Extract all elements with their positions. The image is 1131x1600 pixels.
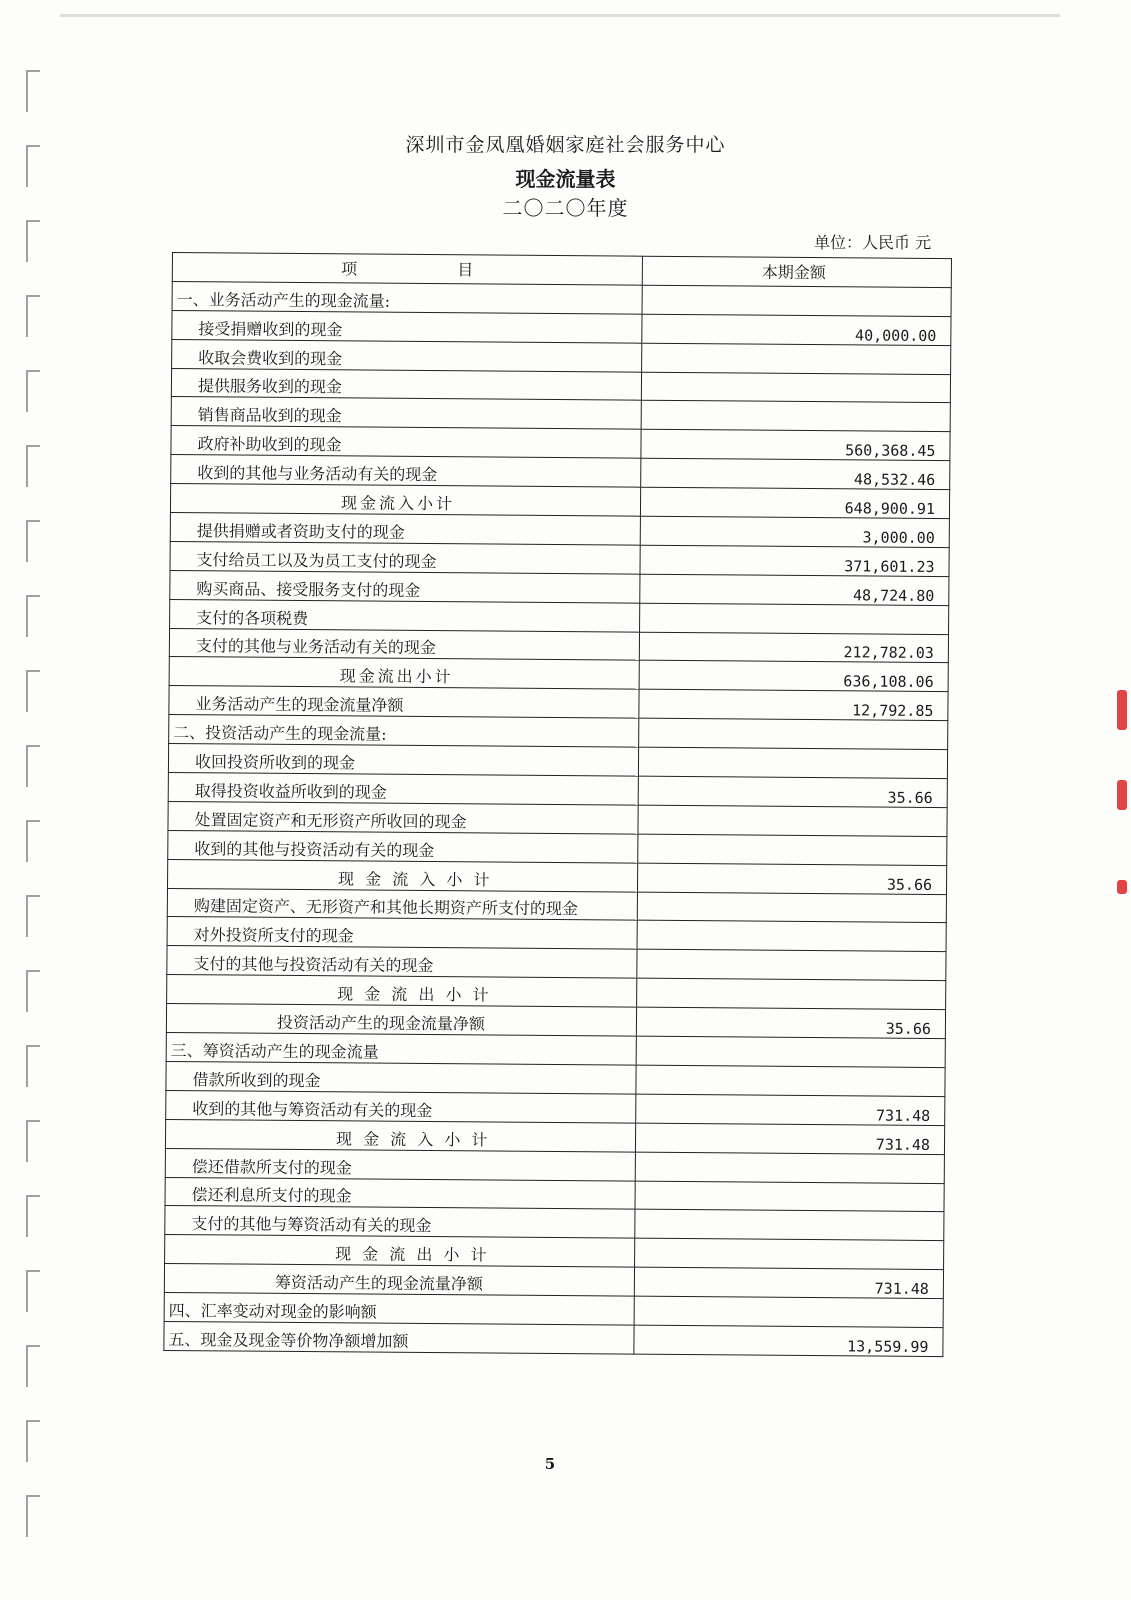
table-row: [164, 1321, 943, 1356]
row-label: 政府补助收到的现金: [171, 426, 641, 459]
row-amount: 731.48: [635, 1123, 944, 1154]
row-amount: 35.66: [636, 1007, 945, 1038]
row-amount: 48,724.80: [640, 574, 949, 605]
report-year: 二〇二〇年度: [502, 196, 629, 220]
row-label: 二、投资活动产生的现金流量:: [169, 715, 639, 748]
row-amount: [637, 950, 946, 981]
row-label: 筹资活动产生的现金流量净额: [164, 1264, 634, 1297]
row-amount: [637, 834, 946, 865]
row-amount: 731.48: [635, 1094, 944, 1125]
row-amount: 3,000.00: [640, 516, 949, 547]
row-amount: 35.66: [638, 776, 947, 807]
column-header-item: 项 目: [172, 253, 642, 286]
row-amount: 12,792.85: [639, 690, 948, 721]
row-amount: [635, 1152, 944, 1183]
row-label: 收取会费收到的现金: [172, 339, 642, 372]
row-label: 支付给员工以及为员工支付的现金: [170, 541, 640, 574]
row-amount: [637, 921, 946, 952]
row-amount: [636, 978, 945, 1009]
row-amount: [635, 1210, 944, 1241]
row-label: 购建固定资产、无形资产和其他长期资产所支付的现金: [167, 888, 637, 921]
row-amount: 560,368.45: [641, 430, 950, 461]
row-label: 现金流入小计: [170, 484, 640, 517]
row-label: 现金流出小计: [169, 657, 639, 690]
currency-unit: 单位：人民币 元: [814, 233, 932, 252]
seal-stamp-fragment: [1117, 690, 1127, 730]
row-amount: 731.48: [634, 1267, 943, 1298]
row-label: 收到的其他与筹资活动有关的现金: [166, 1090, 636, 1123]
row-label: 现 金 流 出 小 计: [167, 975, 637, 1008]
row-label: 支付的各项税费: [170, 599, 640, 632]
row-amount: 648,900.91: [640, 487, 949, 518]
row-amount: [636, 1036, 945, 1067]
row-amount: [634, 1296, 943, 1327]
row-label: 接受捐赠收到的现金: [172, 310, 642, 343]
row-label: 三、筹资活动产生的现金流量: [166, 1033, 636, 1066]
row-label: 购买商品、接受服务支付的现金: [170, 570, 640, 603]
row-label: 支付的其他与业务活动有关的现金: [169, 628, 639, 661]
row-amount: [639, 603, 948, 634]
row-label: 现 金 流 入 小 计: [165, 1119, 635, 1152]
row-label: 销售商品收到的现金: [171, 397, 641, 430]
row-label: 收回投资所收到的现金: [168, 744, 638, 777]
row-amount: 13,559.99: [634, 1325, 943, 1356]
row-label: 收到的其他与业务活动有关的现金: [171, 455, 641, 488]
row-label: 提供服务收到的现金: [171, 368, 641, 401]
row-label: 偿还利息所支付的现金: [165, 1177, 635, 1210]
row-label: 投资活动产生的现金流量净额: [166, 1004, 636, 1037]
row-label: 一、业务活动产生的现金流量:: [172, 281, 642, 314]
row-amount: [641, 343, 950, 374]
scan-edge-line: [60, 14, 1060, 17]
row-amount: 48,532.46: [640, 458, 949, 489]
row-label: 提供捐赠或者资助支付的现金: [170, 513, 640, 546]
row-label: 支付的其他与投资活动有关的现金: [167, 946, 637, 979]
seal-stamp-fragment: [1117, 780, 1127, 810]
org-name: 深圳市金凤凰婚姻家庭社会服务中心: [405, 134, 726, 156]
row-label: 现 金 流 出 小 计: [165, 1235, 635, 1268]
row-label: 取得投资收益所收到的现金: [168, 773, 638, 806]
row-label: 对外投资所支付的现金: [167, 917, 637, 950]
row-amount: [638, 718, 947, 749]
row-amount: 35.66: [637, 863, 946, 894]
row-label: 偿还借款所支付的现金: [165, 1148, 635, 1181]
row-amount: 40,000.00: [642, 314, 951, 345]
row-amount: [642, 285, 951, 316]
row-label: 现 金 流 入 小 计: [168, 859, 638, 892]
cash-flow-table: [163, 252, 952, 1357]
row-label: 收到的其他与投资活动有关的现金: [168, 830, 638, 863]
row-amount: 212,782.03: [639, 632, 948, 663]
row-amount: [641, 372, 950, 403]
column-header-amount: 本期金额: [642, 256, 951, 287]
row-label: 四、汇率变动对现金的影响额: [164, 1293, 634, 1326]
row-amount: [637, 892, 946, 923]
row-label: 业务活动产生的现金流量净额: [169, 686, 639, 719]
row-label: 处置固定资产和无形资产所收回的现金: [168, 801, 638, 834]
row-amount: [638, 805, 947, 836]
row-amount: [635, 1181, 944, 1212]
row-amount: [641, 401, 950, 432]
row-amount: 636,108.06: [639, 661, 948, 692]
row-amount: [636, 1065, 945, 1096]
row-label: 支付的其他与筹资活动有关的现金: [165, 1206, 635, 1239]
row-amount: 371,601.23: [640, 545, 949, 576]
binding-marks: [26, 70, 46, 1570]
row-label: 借款所收到的现金: [166, 1061, 636, 1094]
page-number: 5: [544, 1455, 556, 1473]
seal-stamp-fragment: [1117, 880, 1127, 894]
row-amount: [638, 747, 947, 778]
row-label: 五、现金及现金等价物净额增加额: [164, 1321, 634, 1354]
row-amount: [634, 1238, 943, 1269]
report-title: 现金流量表: [515, 167, 616, 191]
